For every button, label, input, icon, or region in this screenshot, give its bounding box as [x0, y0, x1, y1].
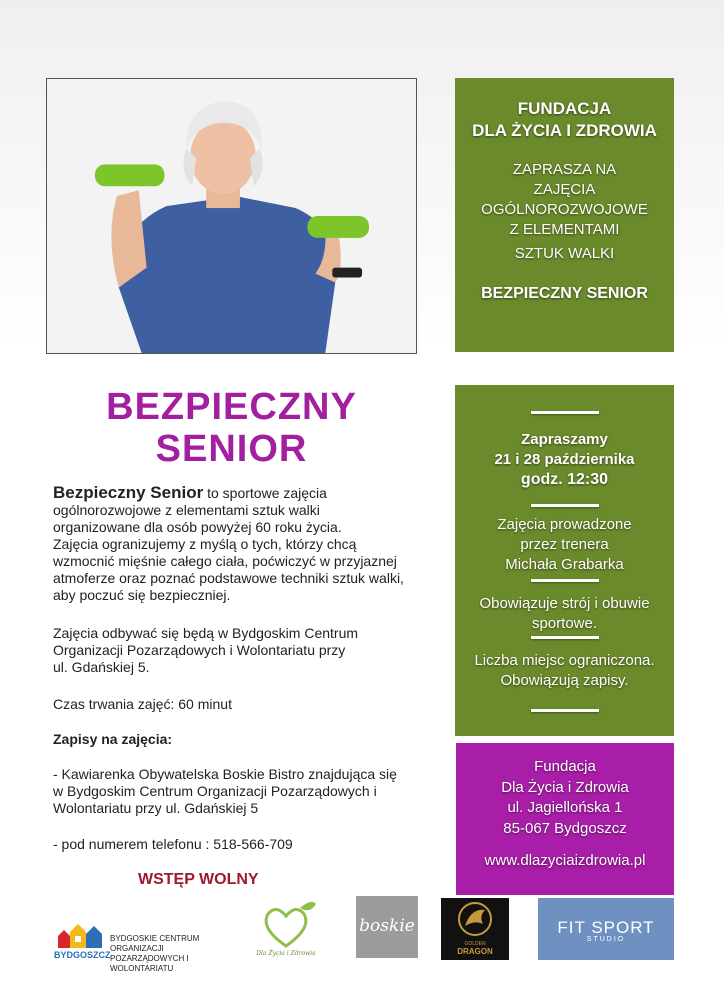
description	[53, 484, 423, 604]
divider	[531, 411, 599, 414]
trainer-line: przez trenera	[520, 536, 609, 553]
contact-box	[456, 743, 674, 895]
limit-line: Obowiązują zapisy.	[500, 672, 629, 689]
description-lead: Bezpieczny Senior	[53, 483, 204, 502]
location-line: Zajęcia odbywać się będą w Bydgoskim Centrum	[53, 625, 359, 641]
divider	[531, 709, 599, 712]
fundacja-script: Dla Życia i Zdrowia	[256, 950, 316, 957]
description-line: ogólnorozwojowe z elementami sztuk walki	[53, 502, 320, 518]
program-name: BEZPIECZNY SENIOR	[481, 285, 648, 302]
signup-cafe-line: w Bydgoskim Centrum Organizacji Pozarządowych i	[53, 783, 377, 799]
bcop-name	[110, 934, 229, 974]
invite-line: OGÓLNOROZWOJOWE	[481, 201, 648, 218]
event-time: godz. 12:30	[520, 471, 609, 488]
divider	[531, 579, 599, 582]
dress-code-line: Obowiązuje strój i obuwie	[479, 595, 650, 612]
organizer-box	[455, 78, 674, 352]
fit-sport-text: FIT SPORT	[557, 918, 655, 937]
invite-line: ZAPRASZA NA	[512, 161, 617, 178]
bcop-name-line: POZARZĄDOWYCH I WOLONTARIATU	[110, 954, 189, 973]
location-line: ul. Gdańskiej 5.	[53, 659, 150, 675]
description-lead-rest: to sportowe zajęcia	[203, 485, 327, 501]
signup-phone: - pod numerem telefonu : 518-566-709	[53, 836, 293, 852]
fundacja-logo	[250, 896, 322, 968]
duration-info: Czas trwania zajęć: 60 minut	[53, 696, 232, 712]
invite-line: ZAJĘCIA	[533, 181, 596, 198]
senior-woman-with-dumbbells-photo-icon	[47, 79, 416, 353]
signup-heading: Zapisy na zajęcia:	[53, 731, 173, 747]
location-info	[53, 625, 423, 676]
contact-line: ul. Jagiellońska 1	[507, 799, 623, 816]
signup-cafe-line: Wolontariatu przy ul. Gdańskiej 5	[53, 800, 259, 816]
fit-sport-subtext: STUDIO	[586, 936, 626, 943]
bcop-logo	[54, 918, 229, 973]
event-dates: 21 i 28 października	[494, 451, 635, 468]
description-line: Zajęcia ogranizujemy z myślą o tych, którzy chcą	[53, 536, 357, 552]
boskie-text: boskie	[359, 916, 415, 936]
page-title-line2: SENIOR	[155, 428, 308, 470]
org-name-line2: DLA ŻYCIA I ZDROWIA	[472, 121, 657, 140]
dragon-icon	[441, 898, 509, 940]
golden-dragon-logo	[441, 898, 509, 960]
dragon-top-text: GOLDEN	[464, 941, 486, 947]
org-name-line1: FUNDACJA	[517, 99, 612, 118]
signup-cafe	[53, 766, 423, 817]
heart-leaf-icon	[250, 896, 322, 956]
divider	[531, 636, 599, 639]
limit-line: Liczba miejsc ograniczona.	[474, 652, 655, 669]
description-line: organizowane dla osób powyżej 60 roku życia.	[53, 519, 342, 535]
dress-code-line: sportowe.	[531, 615, 598, 632]
contact-line: Dla Życia i Zdrowia	[501, 778, 629, 796]
dragon-bottom-text: DRAGON	[457, 947, 493, 956]
trainer-line: Michała Grabarka	[505, 556, 624, 573]
invite-heading: Zapraszamy	[521, 431, 608, 448]
contact-line: Fundacja	[534, 758, 596, 775]
invite-line: SZTUK WALKI	[514, 245, 615, 262]
location-line: Organizacji Pozarządowych i Wolontariatu przy	[53, 642, 346, 658]
hero-photo	[46, 78, 417, 354]
contact-line: 85-067 Bydgoszcz	[503, 819, 627, 837]
bcop-name-line: BYDGOSKIE CENTRUM ORGANIZACJI	[110, 934, 200, 953]
signup-cafe-line: - Kawiarenka Obywatelska Boskie Bistro znajdująca się	[53, 766, 397, 782]
free-entry-label: WSTĘP WOLNY	[138, 871, 259, 888]
page-title-line1: BEZPIECZNY	[106, 386, 357, 428]
divider	[531, 504, 599, 507]
bcop-city: BYDGOSZCZ	[54, 950, 111, 960]
invite-line: Z ELEMENTAMI	[509, 221, 620, 238]
description-line: atmoferze oraz poznać podstawowe techniki sztuk walki,	[53, 570, 404, 586]
trainer-line: Zajęcia prowadzone	[497, 516, 632, 533]
description-line: aby poczuć się bezpieczniej.	[53, 587, 231, 603]
description-line: wzmocnić mięśnie całego ciała, poćwiczyć w przyjaznej	[53, 553, 397, 569]
fit-sport-logo	[538, 898, 674, 960]
boskie-logo	[356, 896, 418, 958]
website-link[interactable]: www.dlazyciaizdrowia.pl	[484, 852, 646, 869]
event-details-box	[455, 385, 674, 736]
